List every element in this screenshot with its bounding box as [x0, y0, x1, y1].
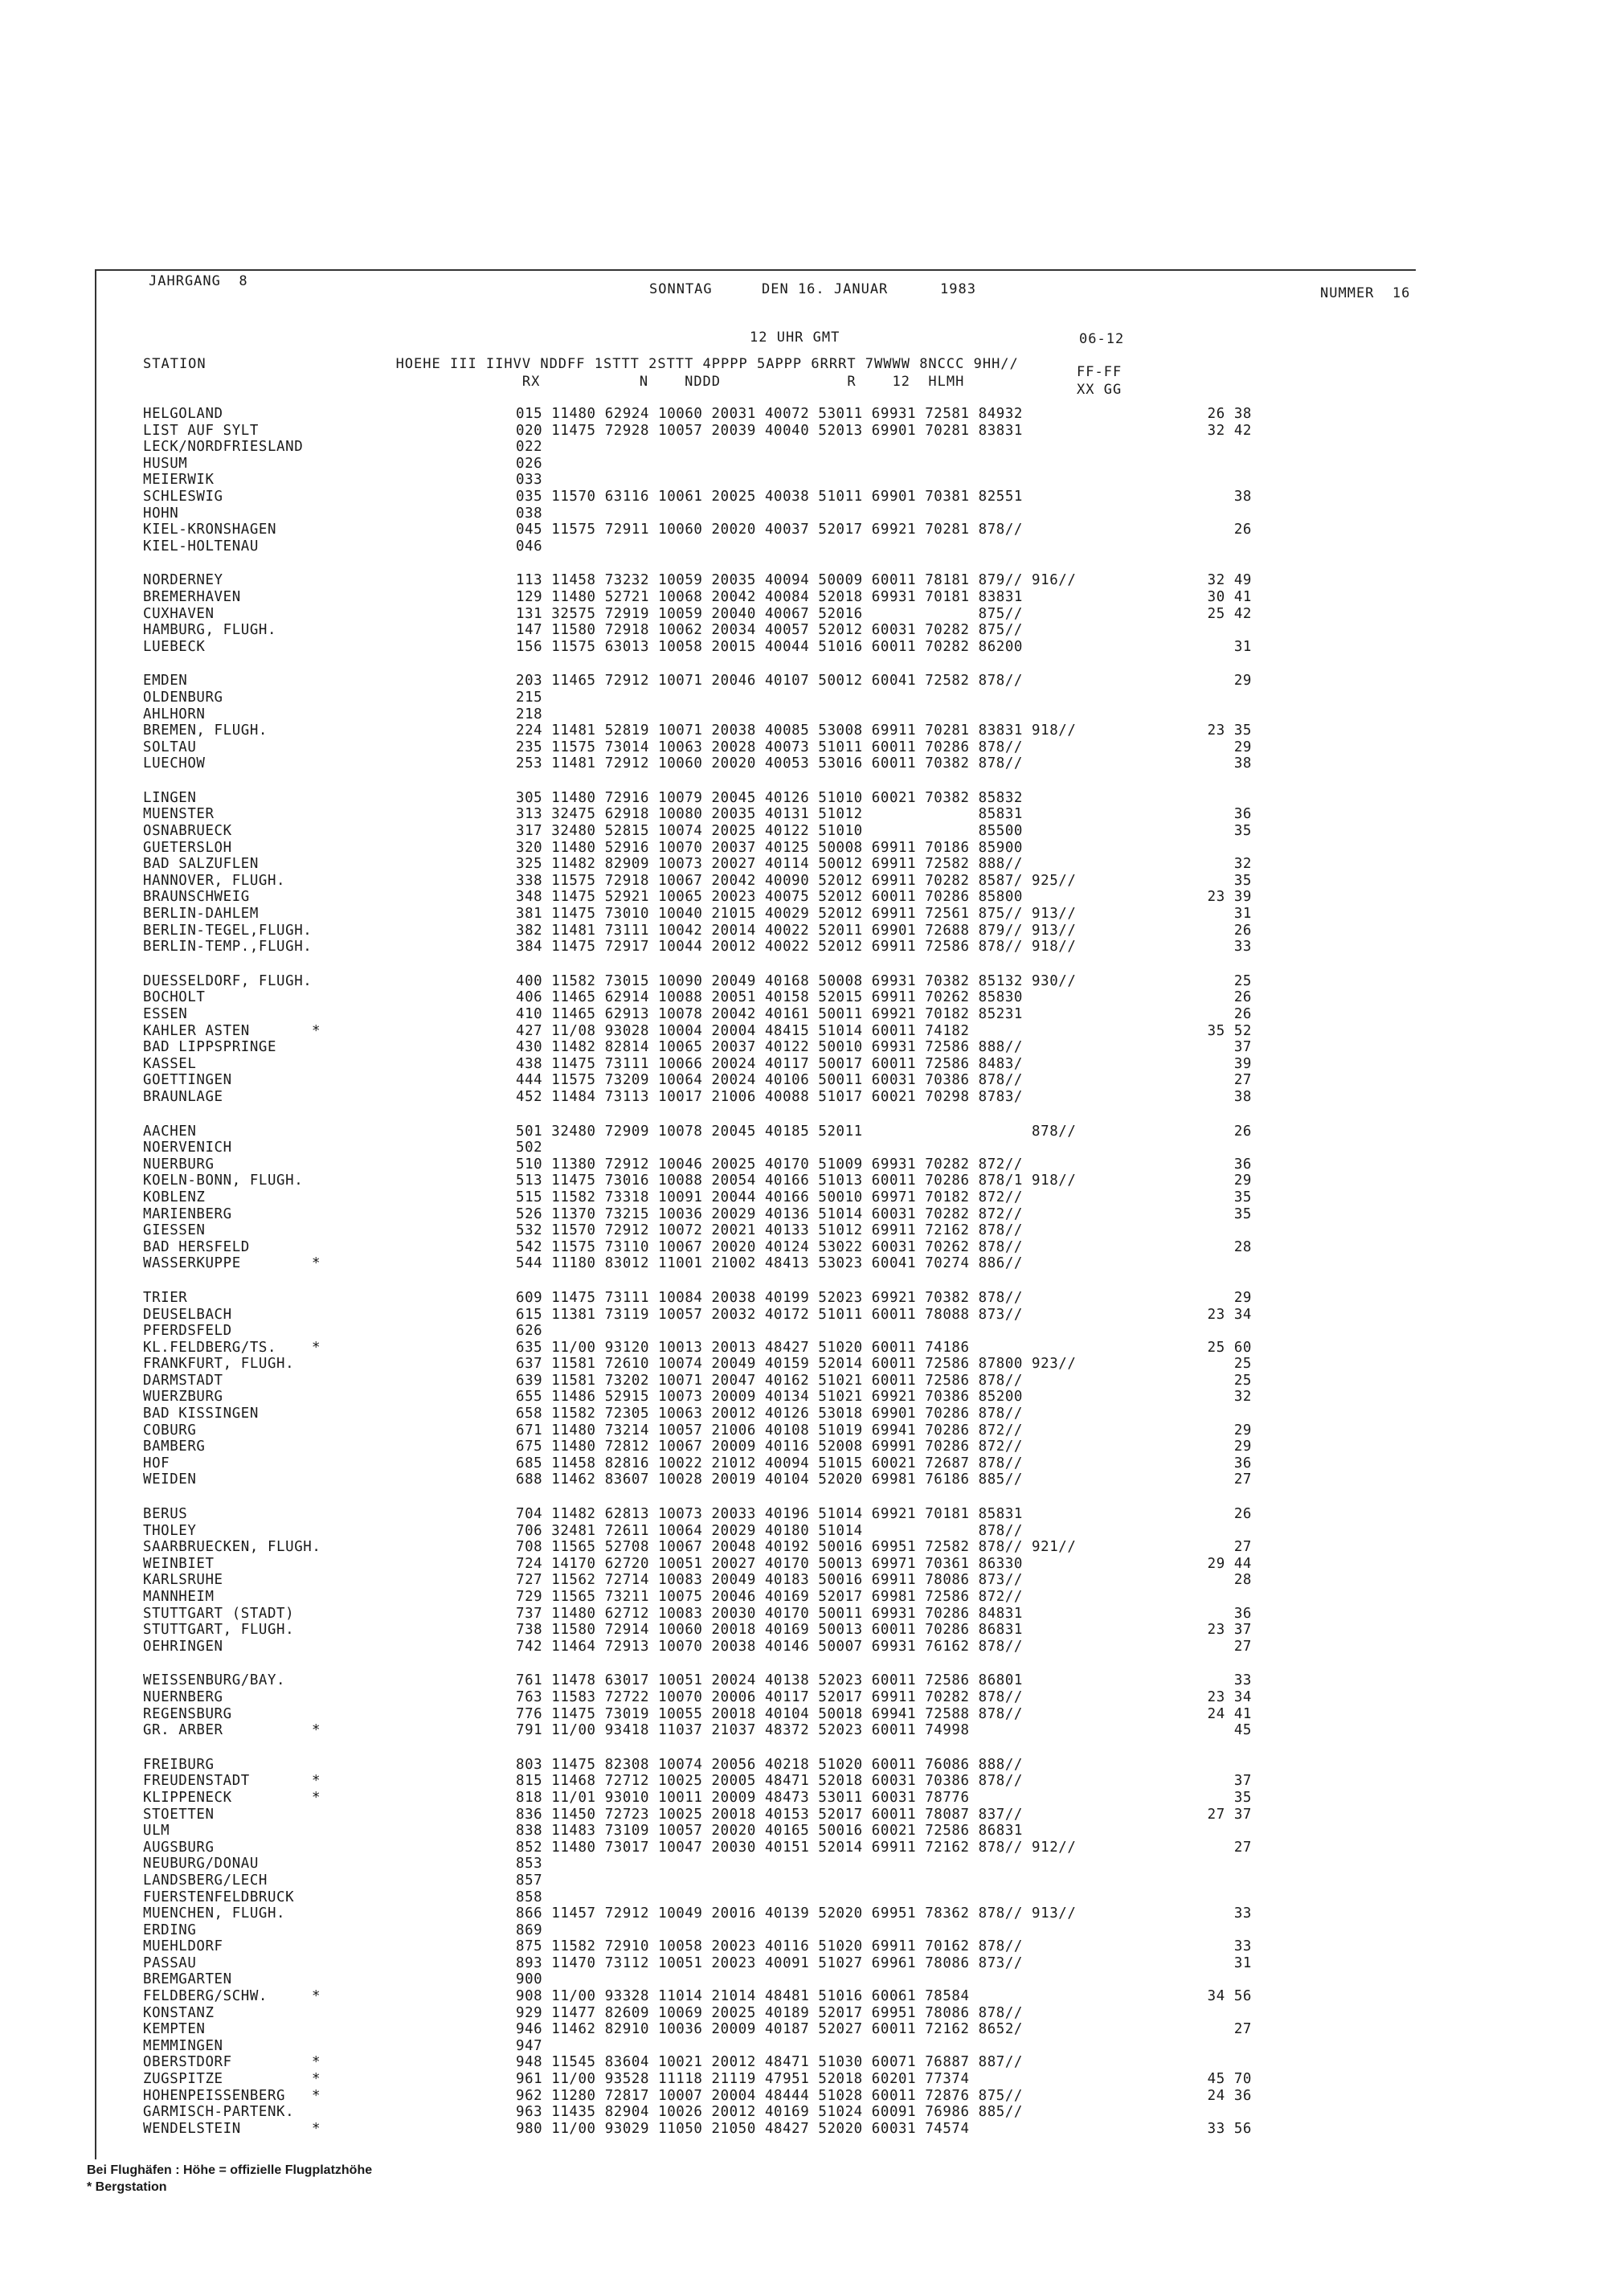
wind-ff-values: 31	[1233, 638, 1252, 655]
synop-groups: 704 11482 62813 10073 20033 40196 51014 69921 70181 85831	[516, 1506, 1023, 1523]
synop-groups: 635 11/00 93120 10013 20013 48427 51020 60011 74186	[516, 1339, 970, 1356]
wind-ff-values: 26 38	[1207, 406, 1252, 422]
synop-groups: 381 11475 73010 10040 21015 40029 52012 69911 72561 875// 913//	[516, 906, 1077, 923]
mountain-station-marker: *	[312, 2120, 321, 2137]
station-name: BAD HERSFELD	[143, 1238, 250, 1255]
station-name: COBURG	[143, 1422, 197, 1439]
wind-ff-values: 28	[1233, 1572, 1252, 1589]
mountain-station-marker: *	[312, 1022, 321, 1039]
mountain-station-marker: *	[312, 1722, 321, 1739]
synop-groups: 727 11562 72714 10083 20049 40183 50016 69911 78086 873//	[516, 1572, 1023, 1589]
wind-ff-values: 26	[1233, 522, 1252, 538]
synop-groups: 544 11180 83012 11001 21002 48413 53023 60041 70274 886//	[516, 1255, 1023, 1272]
synop-groups: 253 11481 72912 10060 20020 40053 53016 60011 70382 878//	[516, 755, 1023, 772]
synop-groups: 815 11468 72712 10025 20005 48471 52018 60031 70386 878//	[516, 1773, 1023, 1790]
synop-groups: 320 11480 52916 10070 20037 40125 50008 69911 70186 85900	[516, 839, 1023, 856]
synop-groups: 438 11475 73111 10066 20024 40117 50017 60011 72586 8483/	[516, 1055, 1023, 1072]
synop-groups: 218	[516, 706, 543, 722]
synop-groups: 947	[516, 2037, 543, 2054]
synop-groups: 338 11575 72918 10067 20042 40090 52012 69911 70282 8587/ 925//	[516, 872, 1077, 889]
station-name: BERLIN-TEMP.,FLUGH.	[143, 939, 313, 956]
wind-ff-values: 26	[1233, 922, 1252, 939]
station-name: WUERZBURG	[143, 1389, 223, 1406]
wind-ff-values: 27	[1233, 1539, 1252, 1556]
synop-groups: 658 11582 72305 10063 20012 40126 53018 69901 70286 878//	[516, 1406, 1023, 1422]
synop-groups: 946 11462 82910 10036 20009 40187 52027 60011 72162 8652/	[516, 2021, 1023, 2038]
synop-groups: 129 11480 52721 10068 20042 40084 52018 69931 70181 83831	[516, 588, 1023, 605]
station-name: AHLHORN	[143, 706, 206, 722]
synop-groups: 893 11470 73112 10051 20023 40091 51027 69961 78086 873//	[516, 1954, 1023, 1971]
station-name: NOERVENICH	[143, 1140, 232, 1156]
synop-groups: 113 11458 73232 10059 20035 40094 50009 60011 78181 879// 916//	[516, 572, 1077, 589]
station-name: WEINBIET	[143, 1555, 215, 1572]
wind-ff-values: 27	[1233, 2021, 1252, 2038]
synop-groups: 532 11570 72912 10072 20021 40133 51012 69911 72162 878//	[516, 1222, 1023, 1239]
synop-groups: 513 11475 73016 10088 20054 40166 51013 60011 70286 878/1 918//	[516, 1173, 1077, 1189]
jahrgang-label: JAHRGANG 8	[149, 273, 248, 289]
station-name: BREMEN, FLUGH.	[143, 722, 268, 739]
station-name: OSNABRUECK	[143, 823, 232, 840]
synop-groups: 737 11480 62712 10083 20030 40170 50011 69931 70286 84831	[516, 1605, 1023, 1622]
synop-groups: 685 11458 82816 10022 21012 40094 51015 60021 72687 878//	[516, 1455, 1023, 1471]
station-name: LECK/NORDFRIESLAND	[143, 439, 304, 456]
wind-ff-values: 35	[1233, 823, 1252, 840]
synop-groups: 980 11/00 93029 11050 21050 48427 52020 60031 74574	[516, 2120, 970, 2137]
wind-ff-values: 27	[1233, 1471, 1252, 1488]
synop-groups: 671 11480 73214 10057 21006 40108 51019 69941 70286 872//	[516, 1422, 1023, 1439]
station-name: PASSAU	[143, 1954, 197, 1971]
synop-groups: 305 11480 72916 10079 20045 40126 51010 60021 70382 85832	[516, 789, 1023, 806]
synop-groups: 427 11/08 93028 10004 20004 48415 51014 60011 74182	[516, 1022, 970, 1039]
synop-groups: 626	[516, 1323, 543, 1340]
station-name: NUERNBERG	[143, 1688, 223, 1705]
wind-ff-values: 27	[1233, 1072, 1252, 1089]
station-name: HANNOVER, FLUGH.	[143, 872, 286, 889]
synop-groups: 675 11480 72812 10067 20009 40116 52008 69991 70286 872//	[516, 1439, 1023, 1455]
station-name: GUETERSLOH	[143, 839, 232, 856]
station-name: OBERSTDORF	[143, 2054, 232, 2071]
issue-number: NUMMER 16	[1320, 285, 1411, 301]
wind-ff-values: 27	[1233, 1638, 1252, 1655]
wind-ff-values: 33	[1233, 1672, 1252, 1689]
synop-groups: 501 32480 72909 10078 20045 40185 52011 878//	[516, 1123, 1077, 1140]
station-name: LANDSBERG/LECH	[143, 1872, 268, 1889]
mountain-station-marker: *	[312, 1339, 321, 1356]
station-name: LINGEN	[143, 789, 197, 806]
synop-groups: 818 11/01 93010 10011 20009 48473 53011 60031 78776	[516, 1789, 970, 1806]
synop-groups: 869	[516, 1922, 543, 1938]
synop-groups: 444 11575 73209 10064 20024 40106 50011 60031 70386 878//	[516, 1072, 1023, 1089]
synop-groups: 761 11478 63017 10051 20024 40138 52023 60011 72586 86801	[516, 1672, 1023, 1689]
station-name: KIEL-KRONSHAGEN	[143, 522, 277, 538]
synop-groups: 502	[516, 1140, 543, 1156]
synop-groups: 430 11482 82814 10065 20037 40122 50010 69931 72586 888//	[516, 1039, 1023, 1056]
wind-ff-values: 25 60	[1207, 1339, 1252, 1356]
wind-ff-values: 29	[1233, 1289, 1252, 1306]
station-name: HOF	[143, 1455, 170, 1471]
synop-groups: 791 11/00 93418 11037 21037 48372 52023 60011 74998	[516, 1722, 970, 1739]
wind-ff-values: 27	[1233, 1839, 1252, 1856]
wind-ff-values: 31	[1233, 1954, 1252, 1971]
synop-groups: 348 11475 52921 10065 20023 40075 52012 60011 70286 85800	[516, 889, 1023, 906]
wind-ff-values: 32	[1233, 856, 1252, 873]
wind-ff-values: 29	[1233, 1422, 1252, 1439]
mountain-station-marker: *	[312, 1988, 321, 2005]
station-name: FELDBERG/SCHW.	[143, 1988, 268, 2005]
station-name: KONSTANZ	[143, 2004, 215, 2021]
wind-ff-values: 45 70	[1207, 2071, 1252, 2088]
mountain-station-marker: *	[312, 1773, 321, 1790]
synop-groups: 875 11582 72910 10058 20023 40116 51020 69911 70162 878//	[516, 1938, 1023, 1955]
station-name: BAD KISSINGEN	[143, 1406, 259, 1422]
wind-ff-values: 35	[1233, 1789, 1252, 1806]
station-name: THOLEY	[143, 1522, 197, 1539]
observation-time: 12 UHR GMT	[750, 329, 840, 346]
station-name: WENDELSTEIN	[143, 2120, 241, 2137]
station-name: LIST AUF SYLT	[143, 422, 259, 439]
station-name: DUESSELDORF, FLUGH.	[143, 972, 313, 989]
wind-ff-values: 23 39	[1207, 889, 1252, 906]
synop-groups: 836 11450 72723 10025 20018 40153 52017 60011 78087 837//	[516, 1806, 1023, 1823]
station-name: FRANKFURT, FLUGH.	[143, 1356, 295, 1373]
synop-groups: 542 11575 73110 10067 20020 40124 53022 60031 70262 878//	[516, 1238, 1023, 1255]
synop-groups: 609 11475 73111 10084 20038 40199 52023 69921 70382 878//	[516, 1289, 1023, 1306]
wind-ff-values: 26	[1233, 1506, 1252, 1523]
wind-ff-values: 35	[1233, 1189, 1252, 1205]
station-name: GR. ARBER	[143, 1722, 223, 1739]
synop-groups: 410 11465 62913 10078 20042 40161 50011 69921 70182 85231	[516, 1006, 1023, 1022]
footnote-airport-height: Bei Flughäfen : Höhe = offizielle Flugplatzhöhe	[87, 2163, 373, 2177]
station-name: ESSEN	[143, 1006, 188, 1022]
station-name: NORDERNEY	[143, 572, 223, 589]
wind-ff-values: 29	[1233, 1173, 1252, 1189]
synop-groups: 515 11582 73318 10091 20044 40166 50010 69971 70182 872//	[516, 1189, 1023, 1205]
station-name: AACHEN	[143, 1123, 197, 1140]
station-name: LUEBECK	[143, 638, 206, 655]
synop-groups: 724 14170 62720 10051 20027 40170 50013 69971 70361 86330	[516, 1555, 1023, 1572]
wind-ff-values: 25	[1233, 1372, 1252, 1389]
synop-groups: 961 11/00 93528 11118 21119 47951 52018 60201 77374	[516, 2071, 970, 2088]
station-name: BERLIN-TEGEL,FLUGH.	[143, 922, 313, 939]
station-name: AUGSBURG	[143, 1839, 215, 1856]
synop-groups: 033	[516, 472, 543, 489]
station-name: NEUBURG/DONAU	[143, 1856, 259, 1872]
wind-ff-values: 35 52	[1207, 1022, 1252, 1039]
station-name: SCHLESWIG	[143, 488, 223, 505]
synop-groups: 655 11486 52915 10073 20009 40134 51021 69921 70386 85200	[516, 1389, 1023, 1406]
station-name: MUENCHEN, FLUGH.	[143, 1905, 286, 1922]
synop-groups: 382 11481 73111 10042 20014 40022 52011 69901 72688 879// 913//	[516, 922, 1077, 939]
column-header-line1: STATION HOEHE III IIHVV NDDFF 1STTT 2STTT 4PPPP 5APPP 6RRRT 7WWWW 8NCCC 9HH//	[143, 356, 1019, 372]
wind-ff-values: 35	[1233, 1205, 1252, 1222]
synop-groups: 045 11575 72911 10060 20020 40037 52017 69921 70281 878//	[516, 522, 1023, 538]
station-name: WASSERKUPPE	[143, 1255, 241, 1272]
synop-groups: 325 11482 82909 10073 20027 40114 50012 69911 72582 888//	[516, 856, 1023, 873]
station-name: KOBLENZ	[143, 1189, 206, 1205]
wind-ff-values: 23 34	[1207, 1688, 1252, 1705]
synop-groups: 215	[516, 689, 543, 706]
wind-ff-values: 31	[1233, 906, 1252, 923]
synop-groups: 857	[516, 1872, 543, 1889]
station-name: OEHRINGEN	[143, 1638, 223, 1655]
wind-ff-values: 38	[1233, 1088, 1252, 1105]
wind-ff-values: 24 36	[1207, 2087, 1252, 2104]
synop-groups: 317 32480 52815 10074 20025 40122 51010 85500	[516, 823, 1023, 840]
station-name: BERLIN-DAHLEM	[143, 906, 259, 923]
station-name: KAHLER ASTEN	[143, 1022, 250, 1039]
mountain-station-marker: *	[312, 2054, 321, 2071]
wind-ff-values: 30 41	[1207, 588, 1252, 605]
date-label: DEN 16. JANUAR	[762, 281, 889, 297]
synop-groups: 046	[516, 538, 543, 555]
station-name: MANNHEIM	[143, 1589, 215, 1605]
station-name: MUENSTER	[143, 806, 215, 823]
wind-ff-values: 27 37	[1207, 1806, 1252, 1823]
synop-groups: 866 11457 72912 10049 20016 40139 52020 69951 78362 878// 913//	[516, 1905, 1077, 1922]
station-name: NUERBURG	[143, 1156, 215, 1173]
wind-ff-values: 29	[1233, 1439, 1252, 1455]
station-name: KARLSRUHE	[143, 1572, 223, 1589]
station-name: BAMBERG	[143, 1439, 206, 1455]
wind-ff-values: 34 56	[1207, 1988, 1252, 2005]
synop-groups: 852 11480 73017 10047 20030 40151 52014 69911 72162 878// 912//	[516, 1839, 1077, 1856]
station-name: WEISSENBURG/BAY.	[143, 1672, 286, 1689]
station-name: HAMBURG, FLUGH.	[143, 622, 277, 639]
synop-groups: 452 11484 73113 10017 21006 40088 51017 60021 70298 8783/	[516, 1088, 1023, 1105]
wind-ff-values: 26	[1233, 1006, 1252, 1022]
station-name: KASSEL	[143, 1055, 197, 1072]
station-name: STUTTGART, FLUGH.	[143, 1622, 295, 1639]
station-name: HOHN	[143, 505, 179, 522]
mountain-station-marker: *	[312, 2087, 321, 2104]
synop-groups: 526 11370 73215 10036 20029 40136 51014 60031 70282 872//	[516, 1205, 1023, 1222]
station-name: MARIENBERG	[143, 1205, 232, 1222]
wind-header-line1: FF-FF	[1077, 364, 1122, 380]
synop-groups: 729 11565 73211 10075 20046 40169 52017 69981 72586 872//	[516, 1589, 1023, 1605]
station-name: PFERDSFELD	[143, 1323, 232, 1340]
wind-ff-values: 29	[1233, 739, 1252, 755]
synop-groups: 035 11570 63116 10061 20025 40038 51011 69901 70381 82551	[516, 488, 1023, 505]
wind-ff-values: 38	[1233, 488, 1252, 505]
column-header-line2: RX N NDDD R 12 HLMH	[143, 374, 965, 390]
synop-groups: 015 11480 62924 10060 20031 40072 53011 69931 72581 84932	[516, 406, 1023, 422]
station-name: OLDENBURG	[143, 689, 223, 706]
station-name: BAD LIPPSPRINGE	[143, 1039, 277, 1056]
station-name: BOCHOLT	[143, 989, 206, 1006]
wind-ff-values: 39	[1233, 1055, 1252, 1072]
synop-groups: 962 11280 72817 10007 20004 48444 51028 60011 72876 875//	[516, 2087, 1023, 2104]
synop-groups: 742 11464 72913 10070 20038 40146 50007 69931 76162 878//	[516, 1638, 1023, 1655]
synop-groups: 706 32481 72611 10064 20029 40180 51014 878//	[516, 1522, 1023, 1539]
station-name: SAARBRUECKEN, FLUGH.	[143, 1539, 321, 1556]
station-name: FREIBURG	[143, 1756, 215, 1773]
station-name: FREUDENSTADT	[143, 1773, 250, 1790]
wind-ff-values: 32 49	[1207, 572, 1252, 589]
wind-ff-values: 32	[1233, 1389, 1252, 1406]
station-name: REGENSBURG	[143, 1705, 232, 1722]
wind-ff-values: 26	[1233, 1123, 1252, 1140]
station-name: CUXHAVEN	[143, 605, 215, 622]
wind-ff-values: 36	[1233, 1455, 1252, 1471]
synop-groups: 738 11580 72914 10060 20018 40169 50013 60011 70286 86831	[516, 1622, 1023, 1639]
station-name: FUERSTENFELDBRUCK	[143, 1889, 295, 1905]
synop-groups: 639 11581 73202 10071 20047 40162 51021 60011 72586 878//	[516, 1372, 1023, 1389]
synop-groups: 406 11465 62914 10088 20051 40158 52015 69911 70262 85830	[516, 989, 1023, 1006]
wind-header-line2: XX GG	[1077, 382, 1122, 398]
wind-ff-values: 23 34	[1207, 1306, 1252, 1323]
station-name: EMDEN	[143, 673, 188, 690]
wind-ff-values: 23 37	[1207, 1622, 1252, 1639]
footnote-mountain-station: * Bergstation	[87, 2180, 167, 2194]
synop-groups: 020 11475 72928 10057 20039 40040 52013 69901 70281 83831	[516, 422, 1023, 439]
station-name: STOETTEN	[143, 1806, 215, 1823]
station-name: BAD SALZUFLEN	[143, 856, 259, 873]
synop-groups: 763 11583 72722 10070 20006 40117 52017 69911 70282 878//	[516, 1688, 1023, 1705]
synop-groups: 131 32575 72919 10059 20040 40067 52016 875//	[516, 605, 1023, 622]
station-name: KOELN-BONN, FLUGH.	[143, 1173, 304, 1189]
synop-groups: 637 11581 72610 10074 20049 40159 52014 60011 72586 87800 923//	[516, 1356, 1077, 1373]
wind-ff-values: 26	[1233, 989, 1252, 1006]
synop-groups: 929 11477 82609 10069 20025 40189 52017 69951 78086 878//	[516, 2004, 1023, 2021]
wind-ff-values: 25	[1233, 972, 1252, 989]
station-name: GOETTINGEN	[143, 1072, 232, 1089]
wind-ff-values: 33	[1233, 939, 1252, 956]
year-label: 1983	[940, 281, 976, 297]
synop-groups: 858	[516, 1889, 543, 1905]
station-name: MEIERWIK	[143, 472, 215, 489]
station-name: KEMPTEN	[143, 2021, 206, 2038]
station-name: BRAUNLAGE	[143, 1088, 223, 1105]
mountain-station-marker: *	[312, 1255, 321, 1272]
wind-ff-values: 29 44	[1207, 1555, 1252, 1572]
synop-groups: 776 11475 73019 10055 20018 40104 50018 69941 72588 878//	[516, 1705, 1023, 1722]
station-name: GIESSEN	[143, 1222, 206, 1239]
station-name: BERUS	[143, 1506, 188, 1523]
station-name: DARMSTADT	[143, 1372, 223, 1389]
synop-groups: 038	[516, 505, 543, 522]
synop-groups: 908 11/00 93328 11014 21014 48481 51016 60061 78584	[516, 1988, 970, 2005]
weekday-label: SONNTAG	[649, 281, 713, 297]
synop-groups: 400 11582 73015 10090 20049 40168 50008 69931 70382 85132 930//	[516, 972, 1077, 989]
station-name: BRAUNSCHWEIG	[143, 889, 250, 906]
synop-groups: 313 32475 62918 10080 20035 40131 51012 85831	[516, 806, 1023, 823]
wind-ff-values: 38	[1233, 755, 1252, 772]
wind-ff-values: 36	[1233, 1156, 1252, 1173]
station-name: MEMMINGEN	[143, 2037, 223, 2054]
wind-ff-values: 23 35	[1207, 722, 1252, 739]
station-name: HOHENPEISSENBERG	[143, 2087, 286, 2104]
synop-groups: 900	[516, 1971, 543, 1988]
station-name: ZUGSPITZE	[143, 2071, 223, 2088]
synop-groups: 853	[516, 1856, 543, 1872]
station-name: LUECHOW	[143, 755, 206, 772]
mountain-station-marker: *	[312, 1789, 321, 1806]
station-name: KIEL-HOLTENAU	[143, 538, 259, 555]
wind-ff-values: 33	[1233, 1938, 1252, 1955]
station-name: ULM	[143, 1823, 170, 1840]
wind-ff-values: 33 56	[1207, 2120, 1252, 2137]
synop-groups: 022	[516, 439, 543, 456]
synop-groups: 147 11580 72918 10062 20034 40057 52012 60031 70282 875//	[516, 622, 1023, 639]
synop-groups: 963 11435 82904 10026 20012 40169 51024 60091 76986 885//	[516, 2104, 1023, 2121]
wind-ff-values: 36	[1233, 806, 1252, 823]
wind-ff-values: 25	[1233, 1356, 1252, 1373]
synop-groups: 838 11483 73109 10057 20020 40165 50016 60021 72586 86831	[516, 1823, 1023, 1840]
wind-ff-values: 29	[1233, 673, 1252, 690]
wind-ff-values: 35	[1233, 872, 1252, 889]
wind-ff-values: 28	[1233, 1238, 1252, 1255]
station-name: BREMGARTEN	[143, 1971, 232, 1988]
wind-ff-values: 45	[1233, 1722, 1252, 1739]
synop-groups: 615 11381 73119 10057 20032 40172 51011 60011 78088 873//	[516, 1306, 1023, 1323]
wind-ff-values: 36	[1233, 1605, 1252, 1622]
synop-groups: 384 11475 72917 10044 20012 40022 52012 69911 72586 878// 918//	[516, 939, 1077, 956]
station-name: BREMERHAVEN	[143, 588, 241, 605]
station-name: WEIDEN	[143, 1471, 197, 1488]
wind-ff-values: 32 42	[1207, 422, 1252, 439]
synop-groups: 948 11545 83604 10021 20012 48471 51030 60071 76887 887//	[516, 2054, 1023, 2071]
station-name: HUSUM	[143, 455, 188, 472]
station-name: KL.FELDBERG/TS.	[143, 1339, 277, 1356]
synop-groups: 510 11380 72912 10046 20025 40170 51009 69931 70282 872//	[516, 1156, 1023, 1173]
wind-ff-values: 33	[1233, 1905, 1252, 1922]
station-name: TRIER	[143, 1289, 188, 1306]
synop-groups: 235 11575 73014 10063 20028 40073 51011 60011 70286 878//	[516, 739, 1023, 755]
station-name: GARMISCH-PARTENK.	[143, 2104, 295, 2121]
station-name: ERDING	[143, 1922, 197, 1938]
synop-groups: 203 11465 72912 10071 20046 40107 50012 60041 72582 878//	[516, 673, 1023, 690]
wind-ff-values: 37	[1233, 1039, 1252, 1056]
wind-ff-values: 37	[1233, 1773, 1252, 1790]
synop-groups: 688 11462 83607 10028 20019 40104 52020 69981 76186 885//	[516, 1471, 1023, 1488]
station-name: HELGOLAND	[143, 406, 223, 422]
synop-groups: 803 11475 82308 10074 20056 40218 51020 60011 76086 888//	[516, 1756, 1023, 1773]
synop-groups: 156 11575 63013 10058 20015 40044 51016 60011 70282 86200	[516, 638, 1023, 655]
wind-ff-values: 24 41	[1207, 1705, 1252, 1722]
mountain-station-marker: *	[312, 2071, 321, 2088]
synop-groups: 708 11565 52708 10067 20048 40192 50016 69951 72582 878// 921//	[516, 1539, 1077, 1556]
station-name: STUTTGART (STADT)	[143, 1605, 295, 1622]
wind-ff-values: 25 42	[1207, 605, 1252, 622]
synop-groups: 026	[516, 455, 543, 472]
station-name: KLIPPENECK	[143, 1789, 232, 1806]
station-name: SOLTAU	[143, 739, 197, 755]
station-name: DEUSELBACH	[143, 1306, 232, 1323]
synop-groups: 224 11481 52819 10071 20038 40085 53008 69911 70281 83831 918//	[516, 722, 1077, 739]
wind-period: 06-12	[1079, 331, 1125, 347]
station-name: MUEHLDORF	[143, 1938, 223, 1955]
